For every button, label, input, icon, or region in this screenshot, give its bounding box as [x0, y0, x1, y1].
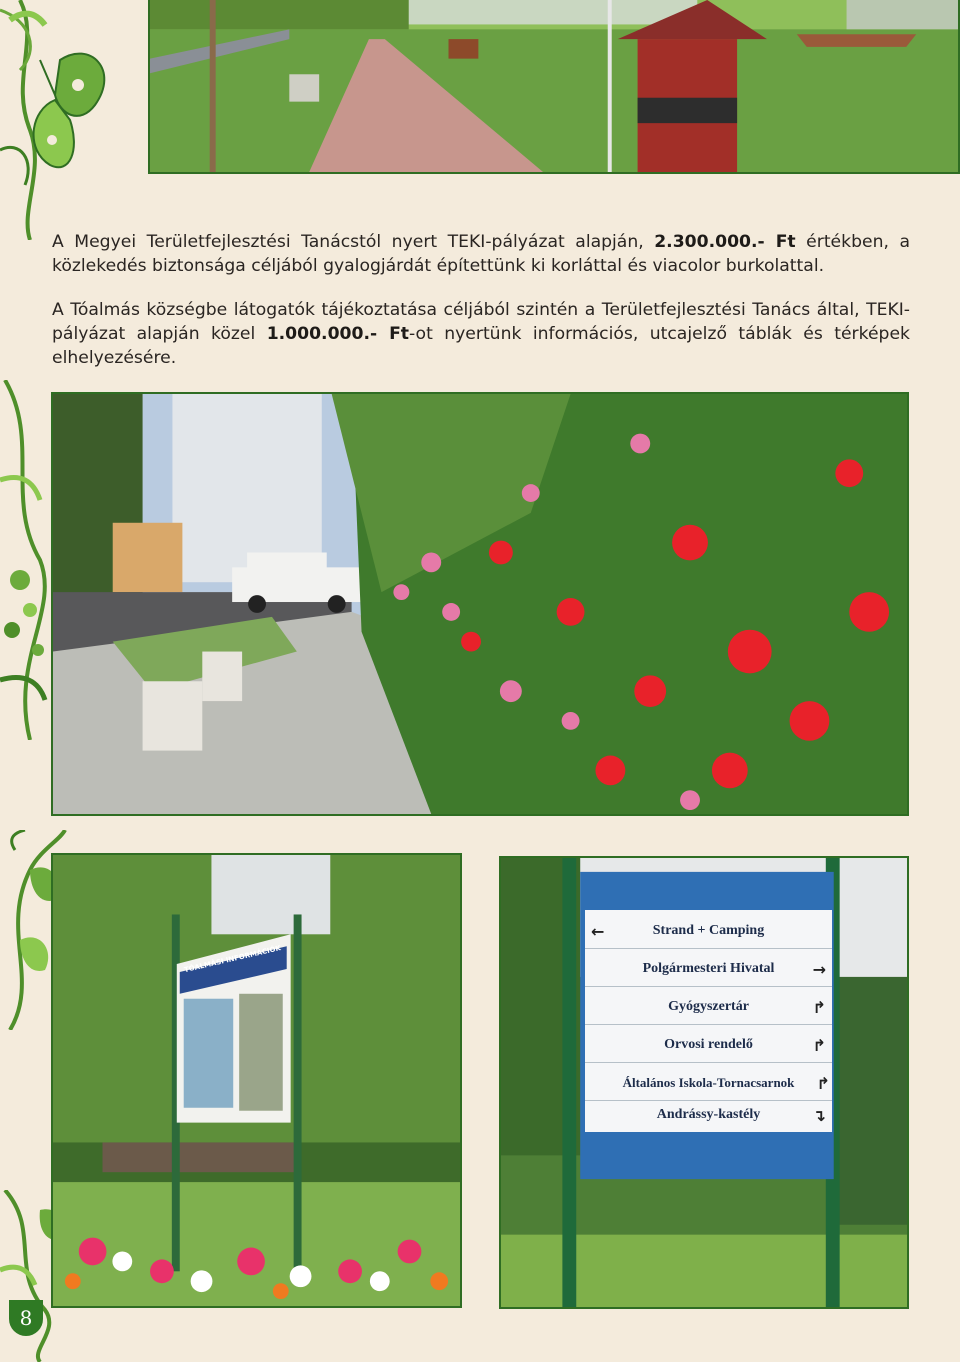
sign-row-andrassy	[585, 1098, 832, 1132]
arrow-up-right-icon: ↱	[816, 1073, 830, 1093]
sign-label-orvosi: Orvosi rendelő	[664, 1037, 753, 1052]
sign-label-iskola: Általános Iskola-Tornacsarnok	[622, 1075, 795, 1090]
sign-row-strand	[585, 914, 832, 949]
butterfly-ornament	[0, 0, 150, 240]
signpost-board	[585, 910, 832, 1132]
walkway-photo	[148, 0, 960, 174]
paragraph2-text-end: -ot nyertünk információs, utcajelző táblák és térképek elhelyezésére.	[52, 324, 910, 368]
paragraph1-text-end: értékben, a közlekedés biztonsága céljából gyalogjárdát építettünk ki korláttal és viacolor burkolattal.	[52, 232, 910, 276]
paragraph-teki-signs	[52, 298, 910, 370]
sign-row-iskola	[585, 1066, 832, 1101]
sign-label-strand: Strand + Camping	[652, 923, 765, 938]
arrow-up-right-icon: ↱	[812, 1035, 826, 1055]
paragraph2-amount: 1.000.000.- Ft	[266, 324, 410, 344]
arrow-down-right-icon: ↴	[812, 1105, 826, 1125]
info-board-photo	[51, 853, 462, 1308]
info-board-title: TÓALMÁSI INFORMÁCIÓK	[183, 944, 282, 975]
paragraph-teki-walkway	[52, 230, 910, 278]
arrow-right-icon: →	[812, 959, 826, 979]
sign-row-gyogyszertar	[585, 990, 832, 1025]
paragraph2-text-start: A Tóalmás községbe látogatók tájékoztatása céljából szintén a Területfejlesztési Tanács által, TEKI-pályázat alapján közel	[52, 300, 910, 344]
arrow-up-right-icon: ↱	[812, 997, 826, 1017]
sign-row-orvosi	[585, 1028, 832, 1063]
sign-label-gyogyszertar: Gyógyszertár	[668, 999, 749, 1014]
sign-label-polgarmesteri: Polgármesteri Hivatal	[642, 961, 775, 976]
paragraph1-text-start: A Megyei Területfejlesztési Tanácstól nyert TEKI-pályázat alapján,	[52, 232, 655, 252]
page-number: 8	[9, 1300, 43, 1336]
signpost-photo	[499, 856, 909, 1309]
flower-hedge-photo	[51, 392, 909, 816]
sign-label-andrassy: Andrássy-kastély	[656, 1107, 761, 1122]
arrow-left-icon: ←	[591, 921, 605, 941]
sign-row-polgarmesteri	[585, 952, 832, 987]
paragraph1-amount: 2.300.000.- Ft	[654, 232, 796, 252]
